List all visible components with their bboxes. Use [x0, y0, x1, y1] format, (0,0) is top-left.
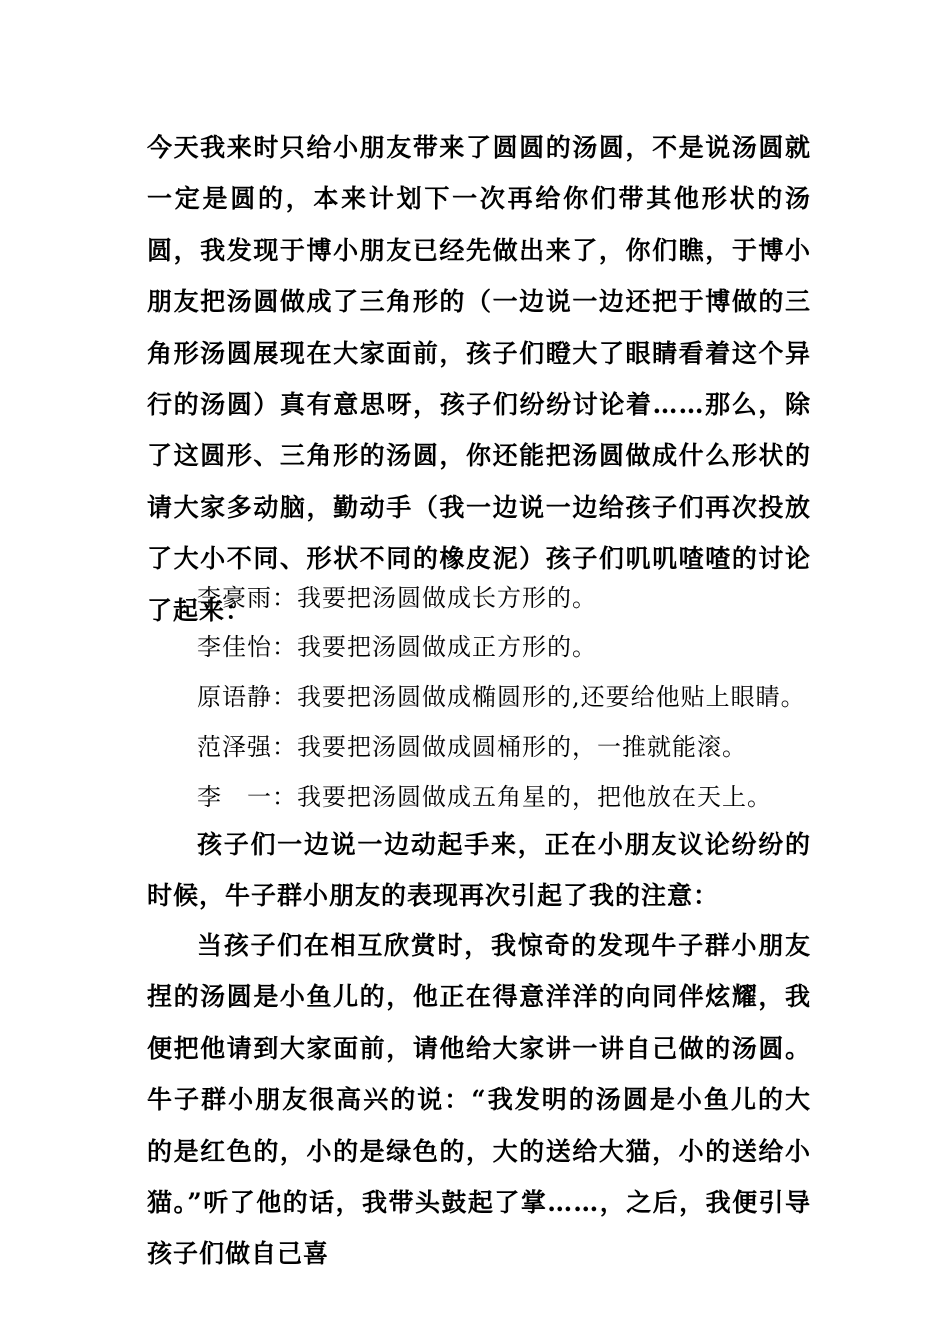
- dialogue-line-li-yi: 李 一：我要把汤圆做成五角星的，把他放在天上。: [197, 783, 772, 811]
- paragraph-intro: 今天我来时只给小朋友带来了圆圆的汤圆，不是说汤圆就一定是圆的，本来计划下一次再给你们带其他形状的汤圆，我发现于博小朋友已经先做出来了，你们瞧，于博小朋友把汤圆做成了三角形的（一边说一边还把于博做的三角形汤圆展现在大家面前，孩子们瞪大了眼睛看着这个异行的汤圆）真有意思呀，孩子们纷纷讨论着……那么，除了这圆形、三角形的汤圆，你还能把汤圆做成什么形状的请大家多动脑，勤动手（我一边说一边给孩子们再次投放了大小不同、形状不同的橡皮泥）孩子们叽叽喳喳的讨论了起来：: [147, 133, 811, 625]
- dialogue-line-yuan-yujing: 原语静：我要把汤圆做成椭圆形的,还要给他贴上眼睛。: [197, 683, 806, 711]
- dialogue-line-li-jiayi: 李佳怡：我要把汤圆做成正方形的。: [197, 633, 597, 661]
- dialogue-line-fan-zeqiang: 范泽强：我要把汤圆做成圆桶形的，一推就能滚。: [197, 733, 747, 761]
- paragraph-niu-ziqun: 当孩子们在相互欣赏时，我惊奇的发现牛子群小朋友捏的汤圆是小鱼儿的，他正在得意洋洋的向同伴炫耀，我便把他请到大家面前，请他给大家讲一讲自己做的汤圆。牛子群小朋友很高兴的说：“我发明的汤圆是小鱼儿的大的是红色的，小的是绿色的，大的送给大猫，小的送给小猫。”听了他的话，我带头鼓起了掌……，之后，我便引导孩子们做自己喜: [147, 931, 811, 1269]
- paragraph-children-start: 孩子们一边说一边动起手来，正在小朋友议论纷纷的时候，牛子群小朋友的表现再次引起了我的注意：: [147, 830, 811, 911]
- dialogue-line-li-haoyu: 李豪雨：我要把汤圆做成长方形的。: [197, 584, 597, 612]
